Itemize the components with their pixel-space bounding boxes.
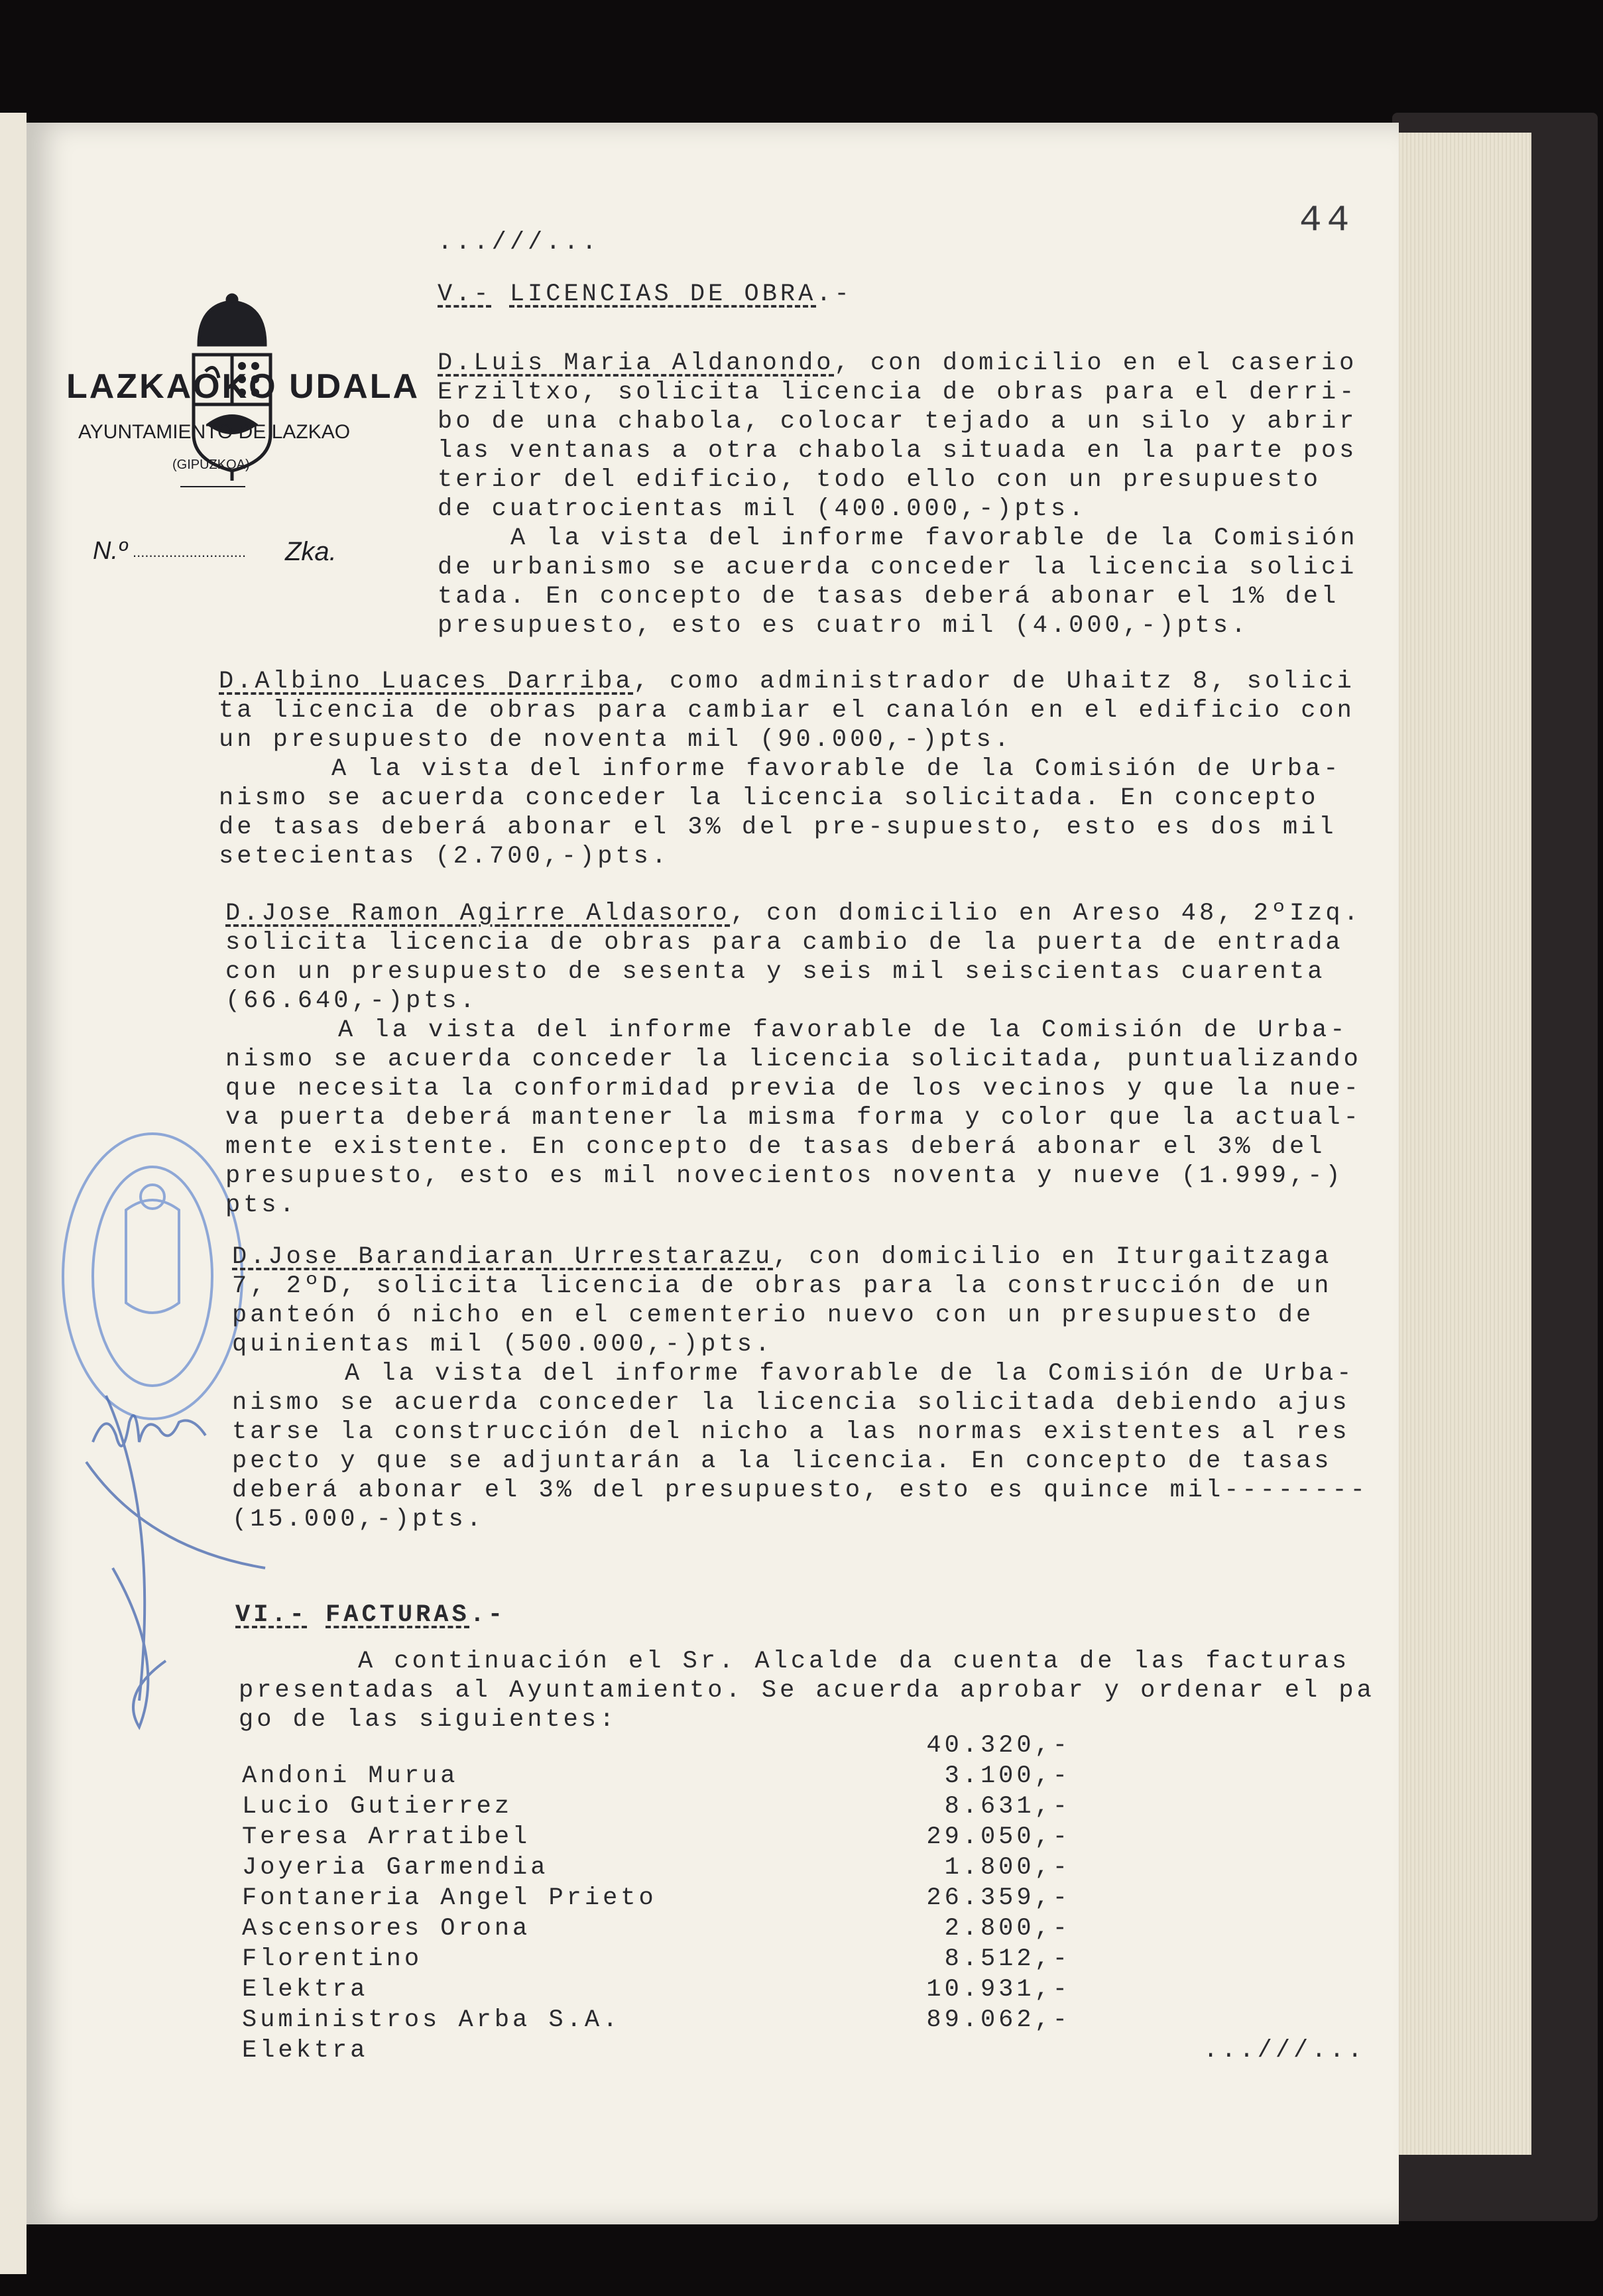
entry4-line-8: deberá abonar el 3% del presupuesto, esto es quince mil--------	[232, 1477, 1368, 1504]
entry4-line-6: tarse la construcción del nicho a las normas existentes al res	[232, 1418, 1350, 1446]
invoice-amount-3: 29.050,-	[926, 1823, 1071, 1851]
entry1-line-4: terior del edificio, todo ello con un presupuesto	[438, 466, 1321, 494]
entry4-line-1: 7, 2ºD, solicita licencia de obras para la construcción de un	[232, 1272, 1333, 1300]
entry4-line-2: panteón ó nicho en el cementerio nuevo con un presupuesto de	[232, 1301, 1315, 1329]
section-vi-title: FACTURAS	[326, 1601, 470, 1629]
entry1-line-7: de urbanismo se acuerda conceder la licencia solici	[438, 554, 1358, 581]
entry4-line-4: A la vista del informe favorable de la Comisión de Urba-	[345, 1360, 1355, 1388]
invoice-amount-1: 3.100,-	[944, 1762, 1071, 1790]
invoice-amount-8: 10.931,-	[926, 1976, 1071, 2004]
section-v-tail: .-	[816, 280, 853, 308]
number-label: N.º	[93, 537, 127, 565]
entry4-name: D.Jose Barandiaran Urrestarazu	[232, 1243, 774, 1271]
entry3-line-0: D.Jose Ramon Agirre Aldasoro, con domicilio en Areso 48, 2ºIzq.	[225, 900, 1362, 928]
invoice-name-6: Florentino	[242, 1945, 423, 1973]
section-v-number: V.-	[438, 280, 492, 308]
section-vi-intro-2: go de las siguientes:	[239, 1706, 618, 1734]
entry2-line-0: D.Albino Luaces Darriba, como administrador de Uhaitz 8, solici	[219, 668, 1355, 695]
invoice-amount-0: 40.320,-	[926, 1732, 1071, 1760]
page-number: 44	[1299, 199, 1355, 241]
section-vi-intro-1: presentadas al Ayuntamiento. Se acuerda aprobar y ordenar el pa	[239, 1677, 1375, 1705]
letterhead-province: (GIPUZKOA)	[172, 457, 250, 472]
entry2-line-4: nismo se acuerda conceder la licencia solicitada. En concepto	[219, 784, 1319, 812]
section-vi-number: VI.-	[235, 1601, 308, 1629]
entry2-line-1: ta licencia de obras para cambiar el canalón en el edificio con	[219, 697, 1355, 725]
entry1-line-3: las ventanas a otra chabola situada en la parte pos	[438, 437, 1358, 465]
invoice-amount-7: 8.512,-	[944, 1945, 1071, 1973]
invoice-name-8: Suministros Arba S.A.	[242, 2006, 621, 2034]
previous-page-edge	[0, 113, 27, 2274]
entry3-line-4: A la vista del informe favorable de la Comisión de Urba-	[338, 1016, 1348, 1044]
invoice-name-0: Andoni Murua	[242, 1762, 459, 1790]
continuation-mark-bottom: ...///...	[1203, 2037, 1366, 2065]
letterhead-basque: LAZKAOKO UDALA	[66, 367, 420, 406]
entry1-line-5: de cuatrocientas mil (400.000,-)pts.	[438, 495, 1087, 523]
entry3-line-3: (66.640,-)pts.	[225, 987, 478, 1015]
entry3-line-9: presupuesto, esto es mil novecientos noventa y nueve (1.999,-)	[225, 1162, 1344, 1190]
invoice-amount-2: 8.631,-	[944, 1793, 1071, 1821]
entry4-line-5: nismo se acuerda conceder la licencia solicitada debiendo ajus	[232, 1389, 1350, 1417]
entry2-line-3: A la vista del informe favorable de la Comisión de Urba-	[331, 755, 1342, 783]
invoice-name-3: Joyeria Garmendia	[242, 1854, 549, 1882]
letterhead-rule	[180, 486, 245, 487]
entry2-line-5: de tasas deberá abonar el 3% del pre-supuesto, esto es dos mil	[219, 814, 1337, 841]
entry1-line-0: D.Luis Maria Aldanondo, con domicilio en el caserio	[438, 349, 1358, 377]
entry4-line-3: quinientas mil (500.000,-)pts.	[232, 1331, 774, 1359]
invoice-amount-6: 2.800,-	[944, 1915, 1071, 1943]
zka-label: Zka.	[285, 537, 337, 566]
entry1-line-2: bo de una chabola, colocar tejado a un silo y abrir	[438, 408, 1358, 436]
invoice-name-2: Teresa Arratibel	[242, 1823, 531, 1851]
entry4-line-9: (15.000,-)pts.	[232, 1506, 485, 1534]
invoice-name-9: Elektra	[242, 2037, 369, 2065]
entry3-line-8: mente existente. En concepto de tasas deberá abonar el 3% del	[225, 1133, 1326, 1161]
document-page	[27, 123, 1399, 2224]
entry3-line-10: pts.	[225, 1191, 298, 1219]
entry1-name: D.Luis Maria Aldanondo	[438, 349, 835, 377]
section-v-heading	[438, 280, 853, 308]
continuation-mark: ...///...	[438, 229, 600, 257]
entry3-line-1: solicita licencia de obras para cambio de la puerta de entrada	[225, 929, 1344, 957]
entry2-name: D.Albino Luaces Darriba	[219, 668, 634, 695]
entry1-line-9: presupuesto, esto es cuatro mil (4.000,-)pts.	[438, 612, 1250, 640]
entry2-line-6: setecientas (2.700,-)pts.	[219, 843, 670, 871]
section-v-title: LICENCIAS DE OBRA	[509, 280, 817, 308]
section-vi-tail: .-	[469, 1601, 506, 1629]
invoice-name-4: Fontaneria Angel Prieto	[242, 1884, 657, 1912]
entry4-line-0: D.Jose Barandiaran Urrestarazu, con domicilio en Iturgaitzaga	[232, 1243, 1333, 1271]
entry3-line-2: con un presupuesto de sesenta y seis mil seiscientas cuarenta	[225, 958, 1326, 986]
entry3-line-5: nismo se acuerda conceder la licencia solicitada, puntualizando	[225, 1046, 1362, 1073]
section-vi-heading	[235, 1601, 506, 1629]
section-vi-intro-0: A continuación el Sr. Alcalde da cuenta de las facturas	[358, 1648, 1350, 1675]
entry1-line-8: tada. En concepto de tasas deberá abonar el 1% del	[438, 583, 1340, 611]
entry3-line-6: que necesita la conformidad previa de los vecinos y que la nue-	[225, 1075, 1362, 1103]
entry4-line-7: pecto y que se adjuntarán a la licencia. En concepto de tasas	[232, 1447, 1333, 1475]
invoice-amount-5: 26.359,-	[926, 1884, 1071, 1912]
invoice-name-7: Elektra	[242, 1976, 369, 2004]
entry3-name: D.Jose Ramon Agirre Aldasoro	[225, 900, 731, 928]
invoice-name-1: Lucio Gutierrez	[242, 1793, 513, 1821]
entry2-line-2: un presupuesto de noventa mil (90.000,-)pts.	[219, 726, 1012, 754]
entry3-line-7: va puerta deberá mantener la misma forma y color que la actual-	[225, 1104, 1362, 1132]
letterhead-spanish: AYUNTAMIENTO DE LAZKAO	[78, 421, 351, 443]
invoice-name-5: Ascensores Orona	[242, 1915, 531, 1943]
invoice-amount-9: 89.062,-	[926, 2006, 1071, 2034]
entry1-line-6: A la vista del informe favorable de la Comisión	[510, 524, 1358, 552]
entry1-line-1: Erziltxo, solicita licencia de obras para el derri-	[438, 379, 1358, 406]
number-dots: ............................	[133, 544, 247, 560]
invoice-amount-4: 1.800,-	[944, 1854, 1071, 1882]
